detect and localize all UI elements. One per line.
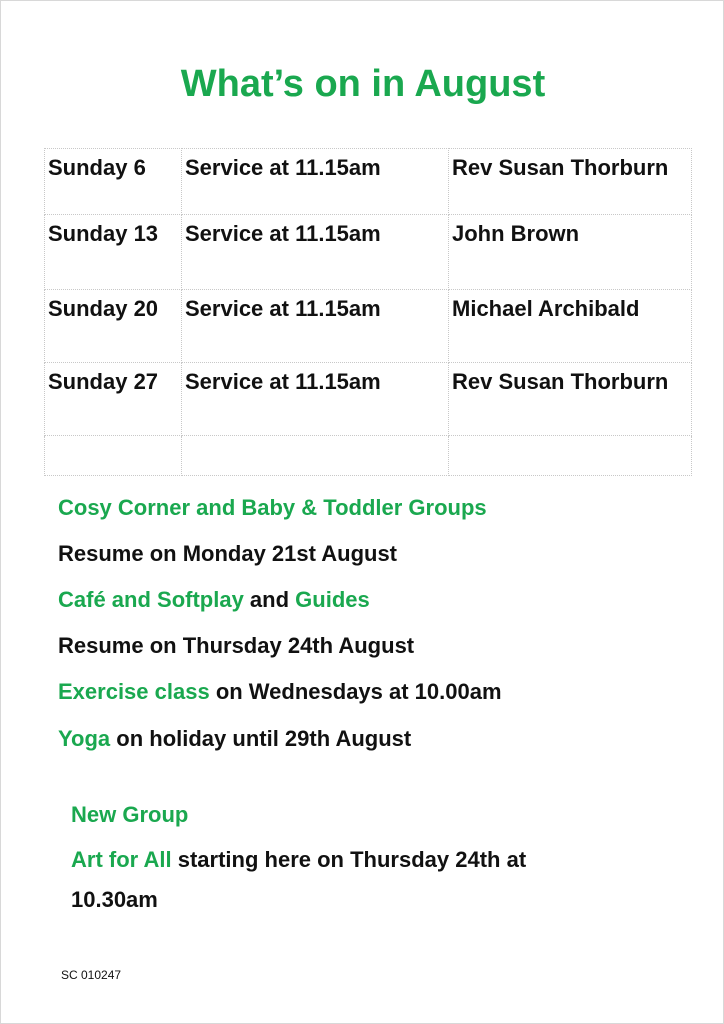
cosy-corner-resume-text: Resume on Monday 21st August bbox=[58, 541, 398, 566]
art-for-all-label: Art for All bbox=[71, 847, 172, 872]
yoga-label: Yoga bbox=[58, 726, 111, 751]
art-for-all-time: 10.30am bbox=[71, 887, 158, 912]
empty-cell bbox=[45, 436, 182, 476]
service-schedule-table bbox=[44, 148, 692, 476]
cafe-resume-text: Resume on Thursday 24th August bbox=[58, 633, 415, 658]
service-day: Sunday 6 bbox=[45, 149, 182, 215]
exercise-detail: on Wednesdays at 10.00am bbox=[209, 679, 502, 704]
service-time: Service at 11.15am bbox=[182, 215, 449, 290]
table-row bbox=[45, 290, 692, 363]
art-for-all-line bbox=[71, 847, 526, 873]
art-for-all-detail: starting here on Thursday 24th at bbox=[171, 847, 527, 872]
cafe-guides-line bbox=[58, 587, 370, 613]
service-time: Service at 11.15am bbox=[182, 149, 449, 215]
charity-number: SC 010247 bbox=[61, 968, 122, 982]
guides-label: Guides bbox=[295, 587, 370, 612]
new-group-heading: New Group bbox=[71, 802, 189, 827]
service-leader: Rev Susan Thorburn bbox=[449, 363, 692, 436]
empty-table-row bbox=[45, 436, 692, 476]
service-day: Sunday 27 bbox=[45, 363, 182, 436]
yoga-line bbox=[58, 726, 411, 752]
empty-cell bbox=[449, 436, 692, 476]
cosy-corner-heading: Cosy Corner and Baby & Toddler Groups bbox=[58, 495, 487, 520]
service-time: Service at 11.15am bbox=[182, 290, 449, 363]
service-leader: Rev Susan Thorburn bbox=[449, 149, 692, 215]
table-row bbox=[45, 215, 692, 290]
page-title: What’s on in August bbox=[180, 63, 546, 105]
service-day: Sunday 20 bbox=[45, 290, 182, 363]
empty-cell bbox=[182, 436, 449, 476]
table-row bbox=[45, 149, 692, 215]
yoga-detail: on holiday until 29th August bbox=[110, 726, 412, 751]
table-row bbox=[45, 363, 692, 436]
service-leader: John Brown bbox=[449, 215, 692, 290]
cafe-softplay-label: Café and Softplay bbox=[58, 587, 244, 612]
exercise-label: Exercise class bbox=[58, 679, 210, 704]
exercise-line bbox=[58, 679, 502, 705]
service-leader: Michael Archibald bbox=[449, 290, 692, 363]
and-text: and bbox=[243, 587, 296, 612]
service-day: Sunday 13 bbox=[45, 215, 182, 290]
service-time: Service at 11.15am bbox=[182, 363, 449, 436]
